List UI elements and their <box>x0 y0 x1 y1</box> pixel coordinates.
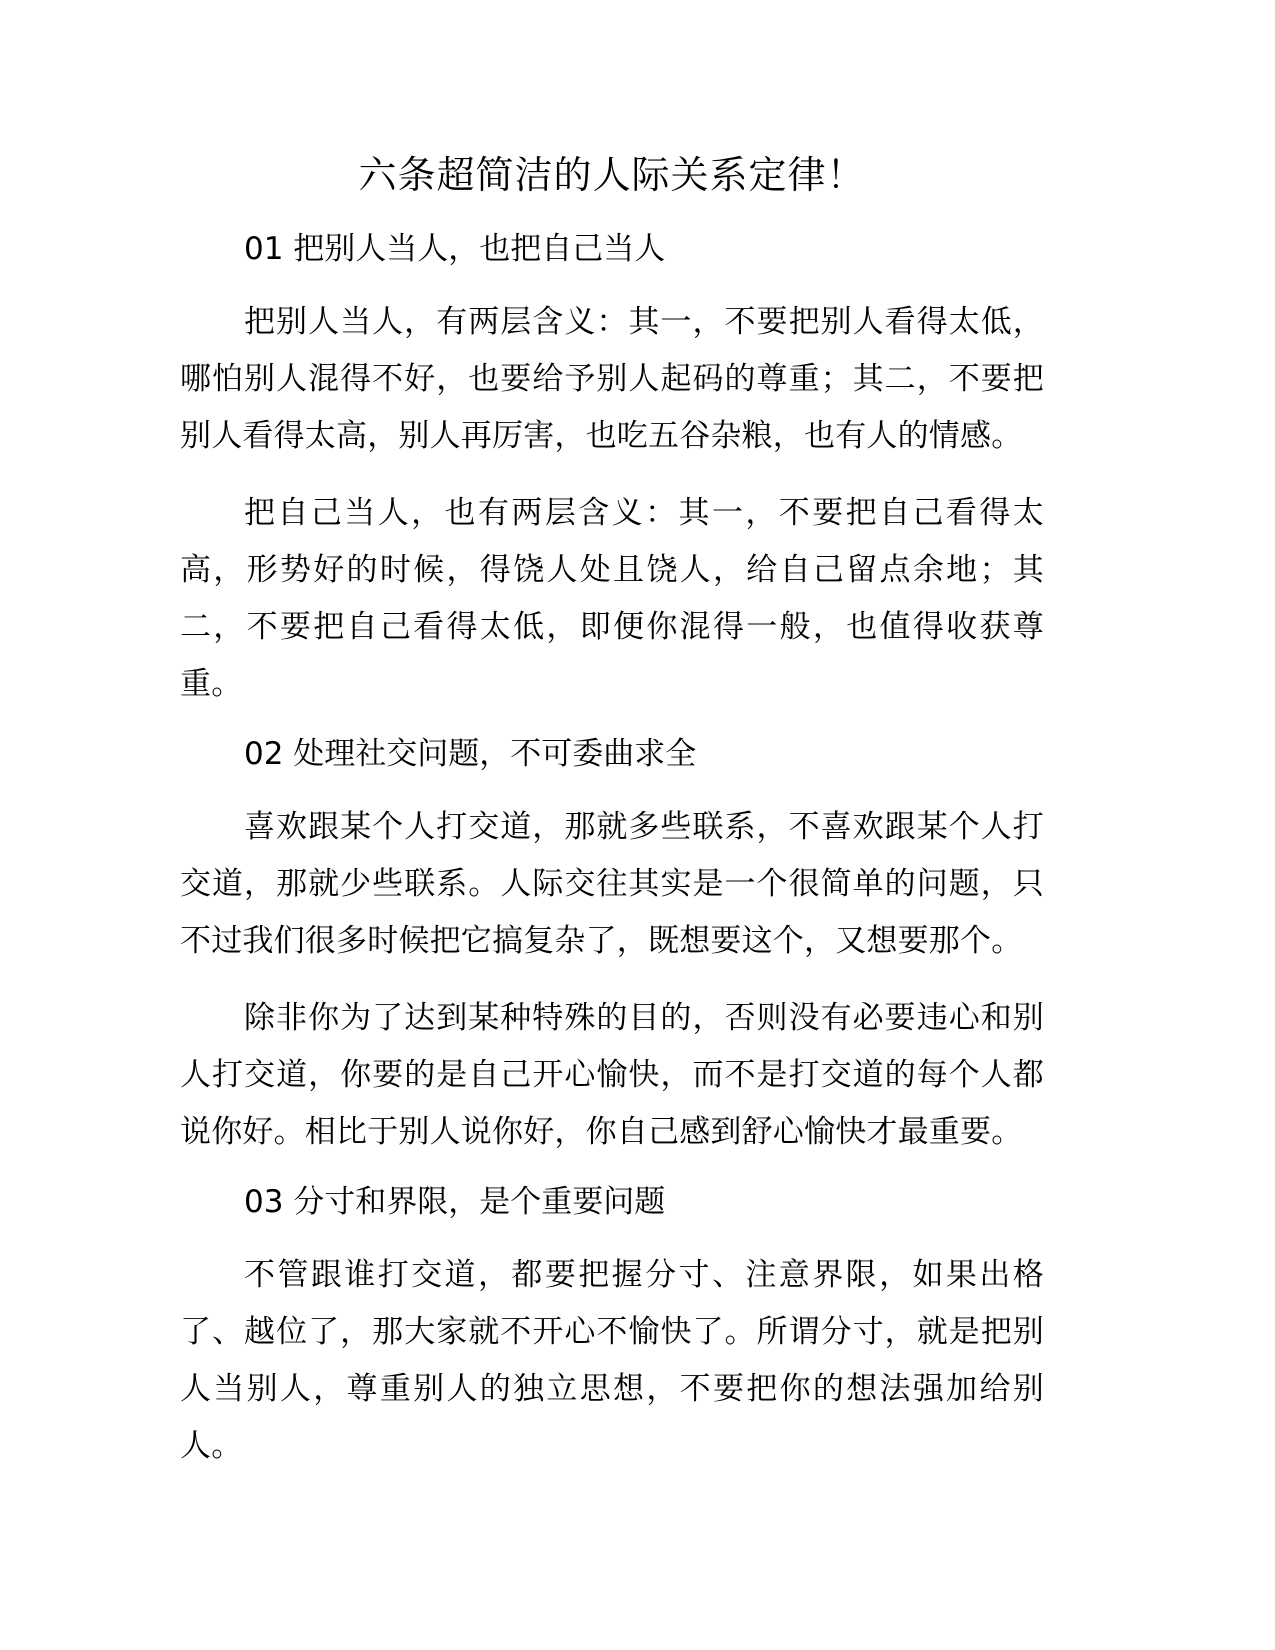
section-01-paragraph-1: 把别人当人，有两层含义：其一，不要把别人看得太低，哪怕别人混得不好，也要给予别人起码的尊重；其二，不要把别人看得太高，别人再厉害，也吃五谷杂粮，也有人的情感。 <box>180 304 1044 454</box>
section-01-paragraph-2: 把自己当人，也有两层含义：其一，不要把自己看得太高，形势好的时候，得饶人处且饶人，给自己留点余地；其二，不要把自己看得太低，即便你混得一般，也值得收获尊重。 <box>180 495 1044 702</box>
section-heading-01: 01 把别人当人，也把自己当人 <box>244 231 666 267</box>
section-03-paragraph-1: 不管跟谁打交道，都要把握分寸、注意界限，如果出格了、越位了，那大家就不开心不愉快了。所谓分寸，就是把别人当别人，尊重别人的独立思想，不要把你的想法强加给别人。 <box>180 1257 1044 1464</box>
document-page <box>180 150 1044 1475</box>
section-heading-03: 03 分寸和界限，是个重要问题 <box>244 1184 666 1220</box>
document-title: 六条超简洁的人际关系定律！ <box>358 153 866 197</box>
section-02-paragraph-1: 喜欢跟某个人打交道，那就多些联系，不喜欢跟某个人打交道，那就少些联系。人际交往其实是一个很简单的问题，只不过我们很多时候把它搞复杂了，既想要这个，又想要那个。 <box>180 809 1044 959</box>
section-02-paragraph-2: 除非你为了达到某种特殊的目的，否则没有必要违心和别人打交道，你要的是自己开心愉快，而不是打交道的每个人都说你好。相比于别人说你好，你自己感到舒心愉快才最重要。 <box>180 1000 1044 1150</box>
section-heading-02: 02 处理社交问题，不可委曲求全 <box>244 736 697 772</box>
